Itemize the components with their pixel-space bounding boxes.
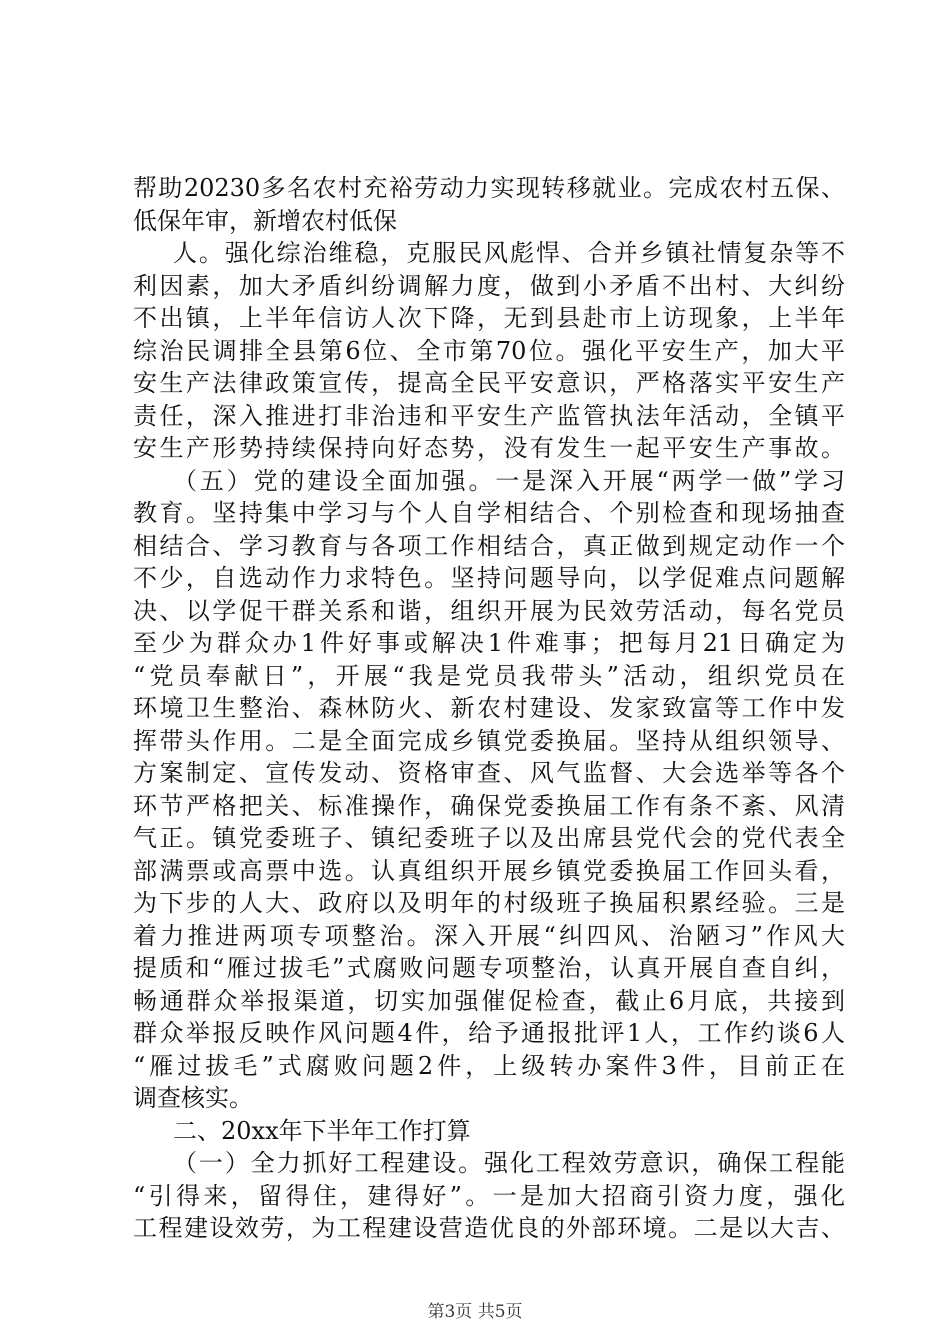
text-line: 挥带头作用。二是全面完成乡镇党委换届。坚持从组织领导、: [133, 726, 845, 755]
text-line: 方案制定、宣传发动、资格审查、风气监督、大会选举等各个: [133, 759, 845, 787]
text-line: （五）党的建设全面加强。一是深入开展“两学一做”学习: [173, 466, 845, 495]
text-line: 至少为群众办1件好事或解决1件难事；把每月21日确定为: [133, 629, 845, 657]
text-line: 环境卫生整治、森林防火、新农村建设、发家致富等工作中发: [133, 694, 845, 722]
text-line: “党员奉献日”，开展“我是党员我带头”活动，组织党员在: [133, 661, 845, 690]
text-line: 责任，深入推进打非治违和平安生产监管执法年活动，全镇平: [133, 401, 845, 430]
text-line: 不少，自选动作力求特色。坚持问题导向，以学促难点问题解: [133, 564, 845, 592]
text-line: 安生产形势持续保持向好态势，没有发生一起平安生产事故。: [133, 434, 845, 462]
text-line: 部满票或高票中选。认真组织开展乡镇党委换届工作回头看，: [133, 856, 845, 885]
text-line: 着力推进两项专项整治。深入开展“纠四风、治陋习”作风大: [133, 921, 845, 950]
text-line: “引得来，留得住，建得好”。一是加大招商引资力度，强化: [133, 1181, 845, 1210]
text-line: 提质和“雁过拔毛”式腐败问题专项整治，认真开展自查自纠，: [133, 954, 845, 982]
text-line: 利因素，加大矛盾纠纷调解力度，做到小矛盾不出村、大纠纷: [133, 271, 845, 300]
text-line: 低保年审，新增农村低保: [133, 206, 397, 235]
text-line: 教育。坚持集中学习与个人自学相结合、个别检查和现场抽查: [133, 499, 845, 527]
text-line: 调查核实。: [133, 1084, 253, 1112]
text-line: 决、以学促干群关系和谐，组织开展为民效劳活动，每名党员: [133, 596, 845, 625]
text-line: （一）全力抓好工程建设。强化工程效劳意识，确保工程能: [173, 1149, 845, 1177]
text-line: 相结合、学习教育与各项工作相结合，真正做到规定动作一个: [133, 531, 845, 560]
text-line: 不出镇，上半年信访人次下降，无到县赴市上访现象，上半年: [133, 304, 845, 332]
text-line: “雁过拔毛”式腐败问题2件，上级转办案件3件，目前正在: [133, 1051, 845, 1080]
text-line: 帮助20230多名农村充裕劳动力实现转移就业。完成农村五保、: [133, 174, 845, 202]
page-footer: 第3页 共5页: [427, 1302, 523, 1322]
text-line: 工程建设效劳，为工程建设营造优良的外部环境。二是以大吉、: [133, 1214, 845, 1242]
text-line: 人。强化综治维稳，克服民风彪悍、合并乡镇社情复杂等不: [173, 239, 845, 267]
text-line: 环节严格把关、标准操作，确保党委换届工作有条不紊、风清: [133, 791, 845, 820]
text-line: 群众举报反映作风问题4件，给予通报批评1人，工作约谈6人: [133, 1019, 845, 1047]
text-line: 为下步的人大、政府以及明年的村级班子换届积累经验。三是: [133, 889, 845, 917]
section-heading: 二、20xx年下半年工作打算: [173, 1116, 471, 1145]
text-line: 综治民调排全县第6位、全市第70位。强化平安生产，加大平: [133, 336, 845, 365]
text-line: 气正。镇党委班子、镇纪委班子以及出席县党代会的党代表全: [133, 824, 845, 852]
document-body: [133, 172, 845, 1245]
text-line: 安生产法律政策宣传，提高全民平安意识，严格落实平安生产: [133, 369, 845, 397]
text-line: 畅通群众举报渠道，切实加强催促检查，截止6月底，共接到: [133, 986, 845, 1015]
